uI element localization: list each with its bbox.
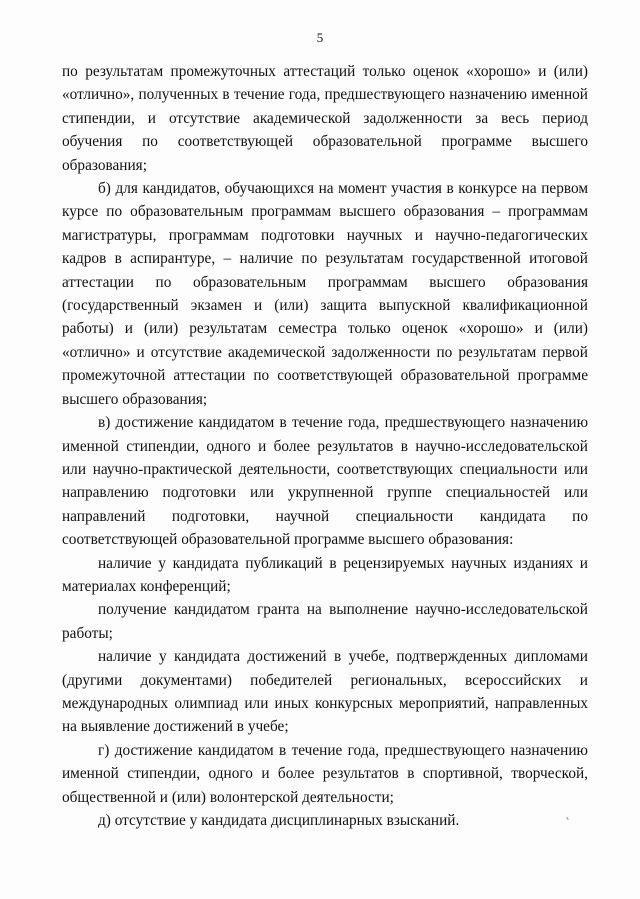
paragraph-item-g: г) достижение кандидатом в течение года, предшествующего назначению именной стипендии, одного и более результатов в спортивной, творческой, общественной и (или) волонтерской деятельности; xyxy=(62,741,588,806)
paragraph-item-v: в) достижение кандидатом в течение года, предшествующего назначению именной стипендии, одного и более результатов в научно-исследовательской или научно-практической деятельности, соответствующих специальности или направлению подготовки или укрупненной группе специальностей или направлений подготовки, научной специальности кандидата по соответствующей образовательной программе высшего образования: xyxy=(62,414,588,549)
page-number: 5 xyxy=(316,30,324,45)
paragraph-item-v-publications: наличие у кандидата публикаций в рецензируемых научных изданиях и материалах конференций; xyxy=(62,554,588,595)
paragraph-item-v-achievements: наличие у кандидата достижений в учебе, подтвержденных дипломами (другими документами) победителей региональных, всероссийских и международных олимпиад или иных конкурсных мероприятий, направленных на выявление достижений в учебе; xyxy=(62,648,588,736)
paragraph-item-d: д) отсутствие у кандидата дисциплинарных взысканий. xyxy=(98,812,460,829)
paragraph-item-b: б) для кандидатов, обучающихся на момент участия в конкурсе на первом курсе по образовательным программам высшего образования – программам магистратуры, программам подготовки научных и научно-педагогических кадров в аспирантуре, – наличие по результатам государственной итоговой аттестации по образовательным программам высшего образования (государственный экзамен и (или) защита выпускной квалификационной работы) и (или) результатам семестра только оценок «хорошо» и (или) «отлично» и отсутствие академической задолженности по результатам первой промежуточной аттестации по соответствующей образовательной программе высшего образования; xyxy=(62,180,588,408)
document-body xyxy=(62,60,588,832)
paragraph-item-v-grant: получение кандидатом гранта на выполнение научно-исследовательской работы; xyxy=(62,601,588,642)
paragraph-continuation: по результатам промежуточных аттестаций только оценок «хорошо» и (или) «отлично», полученных в течение года, предшествующего назначению именной стипендии, и отсутствие академической задолженности за весь период обучения по соответствующей образовательной программе высшего образования; xyxy=(62,63,588,174)
